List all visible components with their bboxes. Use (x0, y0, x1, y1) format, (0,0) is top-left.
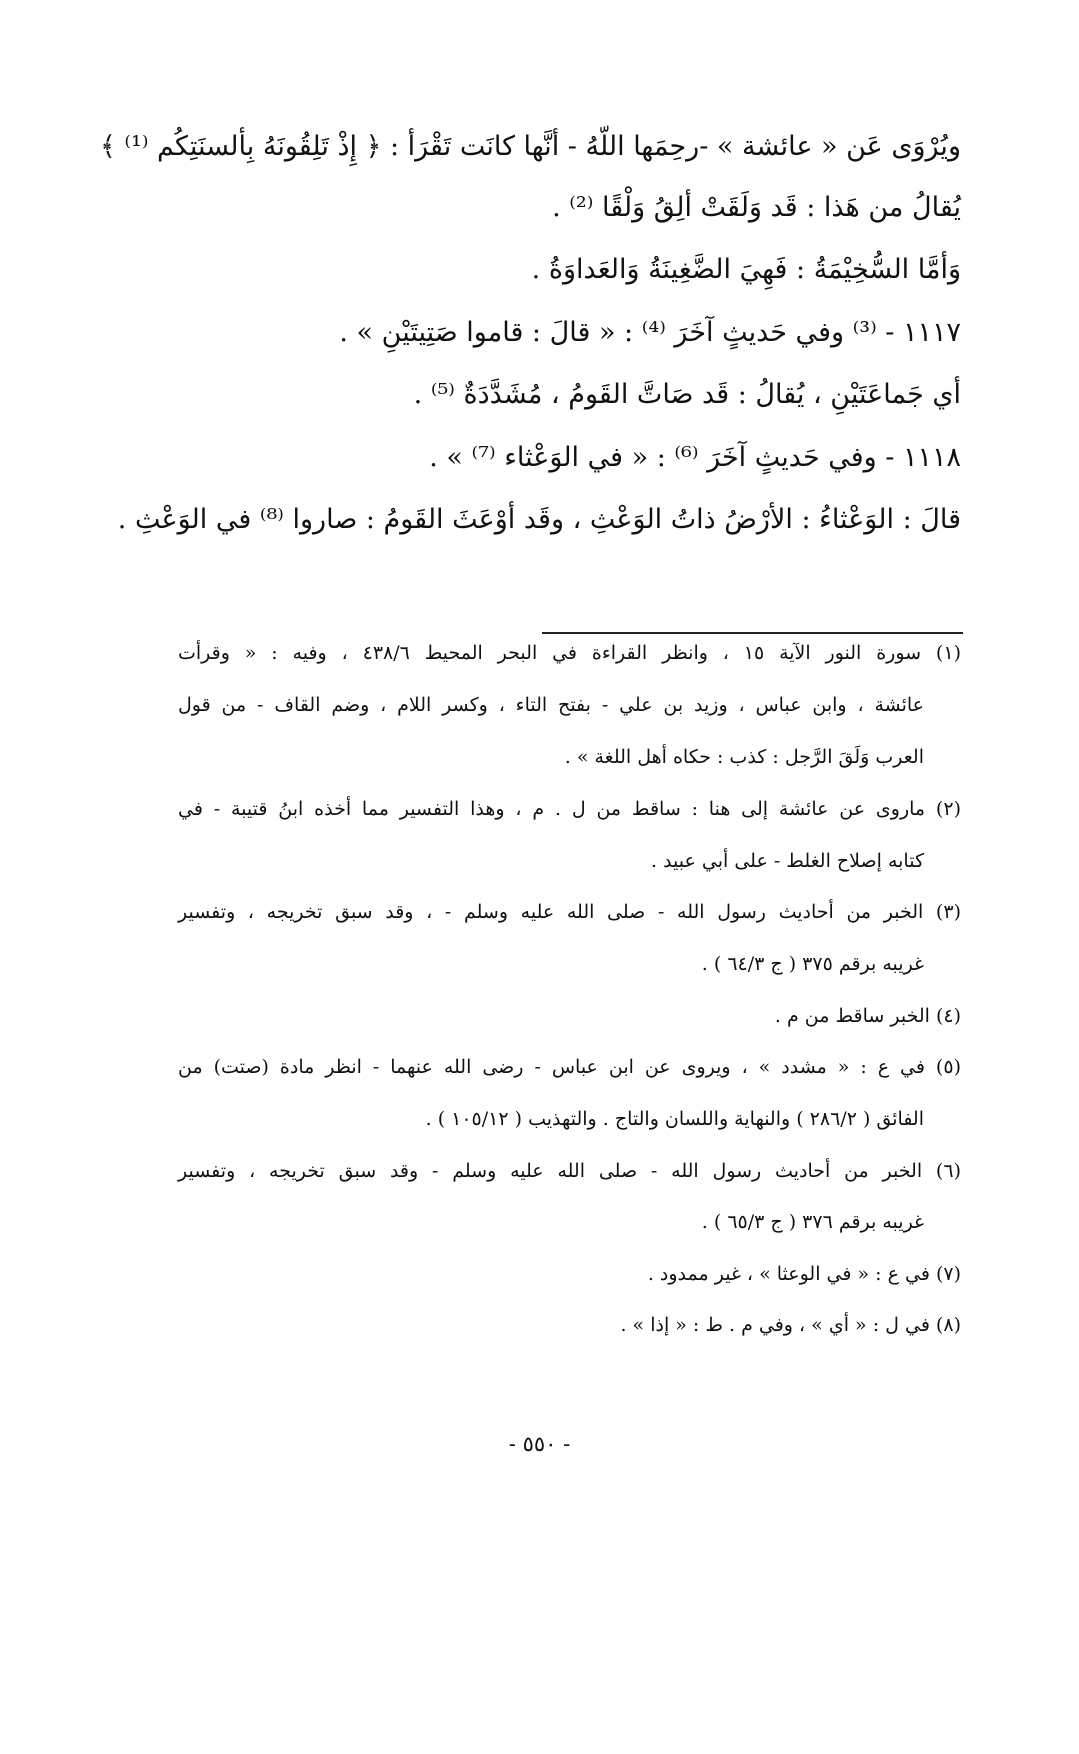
main-text-line-6: ١١١٨ - وفي حَديثٍ آخَرَ ⁽⁶⁾ : « في الوَعْثاء ⁽⁷⁾ » . (429, 442, 961, 473)
footnote-3-line-1: (٣) الخبر من أحاديث رسول الله - صلى الله عليه وسلم - ، وقد سبق تخريجه ، وتفسير (178, 901, 961, 923)
footnote-3-line-2: غريبه برقم ٣٧٥ ( ج ٦٤/٣ ) . (701, 953, 924, 975)
footnote-1-line-2: عائشة ، وابن عباس ، وزيد بن علي - بفتح التاء ، وكسر اللام ، وضم القاف - من قول (178, 694, 924, 716)
footnote-8: (٨) في ل : « أي » ، وفي م . ط : « إذا » . (620, 1314, 961, 1336)
footnote-6-line-1: (٦) الخبر من أحاديث رسول الله - صلى الله عليه وسلم - وقد سبق تخريجه ، وتفسير (178, 1160, 961, 1182)
footnote-separator (542, 632, 963, 634)
footnote-2-line-1: (٢) ماروى عن عائشة إلى هنا : ساقط من ل . م ، وهذا التفسير مما أخذه ابنُ قتيبة - في (178, 798, 961, 820)
footnote-2-line-2: كتابه إصلاح الغلط - على أبي عبيد . (651, 850, 924, 872)
main-text-line-1: ويُرْوَى عَن « عائشة » -رحِمَها اللّهُ - أنَّها كانَت تَقْرَأ : ﴿ إِذْ تَلِقُونَهُ بِألسنَتِكُم ⁽¹⁾ ﴾ (99, 131, 961, 162)
footnote-7: (٧) في ع : « في الوعثا » ، غير ممدود . (647, 1263, 961, 1285)
footnote-1-line-1: (١) سورة النور الآية ١٥ ، وانظر القراءة في البحر المحيط ٤٣٨/٦ ، وفيه : « وقرأت (178, 642, 961, 664)
footnote-1-line-3: العرب وَلَقَ الرَّجل : كذب : حكاه أهل اللغة » . (564, 746, 924, 768)
footnote-6-line-2: غريبه برقم ٣٧٦ ( ج ٦٥/٣ ) . (701, 1211, 924, 1233)
main-text-line-3: وَأمَّا السُّخِيْمَةُ : فَهِيَ الضَّغِينَةُ وَالعَداوَةُ . (531, 254, 961, 285)
main-text-line-4: ١١١٧ - ⁽³⁾ وفي حَديثٍ آخَرَ ⁽⁴⁾ : « قالَ : قاموا صَتِيتَيْنِ » . (339, 317, 961, 348)
main-text-line-5: أي جَماعَتَيْنِ ، يُقالُ : قَد صَاتَّ القَومُ ، مُشَدَّدَةٌ ⁽⁵⁾ . (413, 379, 961, 410)
main-text-line-2: يُقالُ من هَذا : قَد وَلَقَتْ ألِقُ وَلْقًا ⁽²⁾ . (552, 192, 961, 223)
main-text-line-7: قالَ : الوَعْثاءُ : الأرْضُ ذاتُ الوَعْثِ ، وقَد أوْعَثَ القَومُ : صاروا ⁽⁸⁾ في الوَعْثِ . (117, 504, 961, 535)
footnote-5-line-1: (٥) في ع : « مشدد » ، ويروى عن ابن عباس - رضى الله عنهما - انظر مادة (صتت) من (178, 1056, 961, 1078)
footnote-4: (٤) الخبر ساقط من م . (774, 1005, 961, 1027)
footnote-5-line-2: الفائق ( ٢٨٦/٢ ) والنهاية واللسان والتاج . والتهذيب ( ١٠٥/١٢ ) . (425, 1108, 924, 1130)
page-number: - ٥٥٠ - (508, 1432, 571, 1456)
